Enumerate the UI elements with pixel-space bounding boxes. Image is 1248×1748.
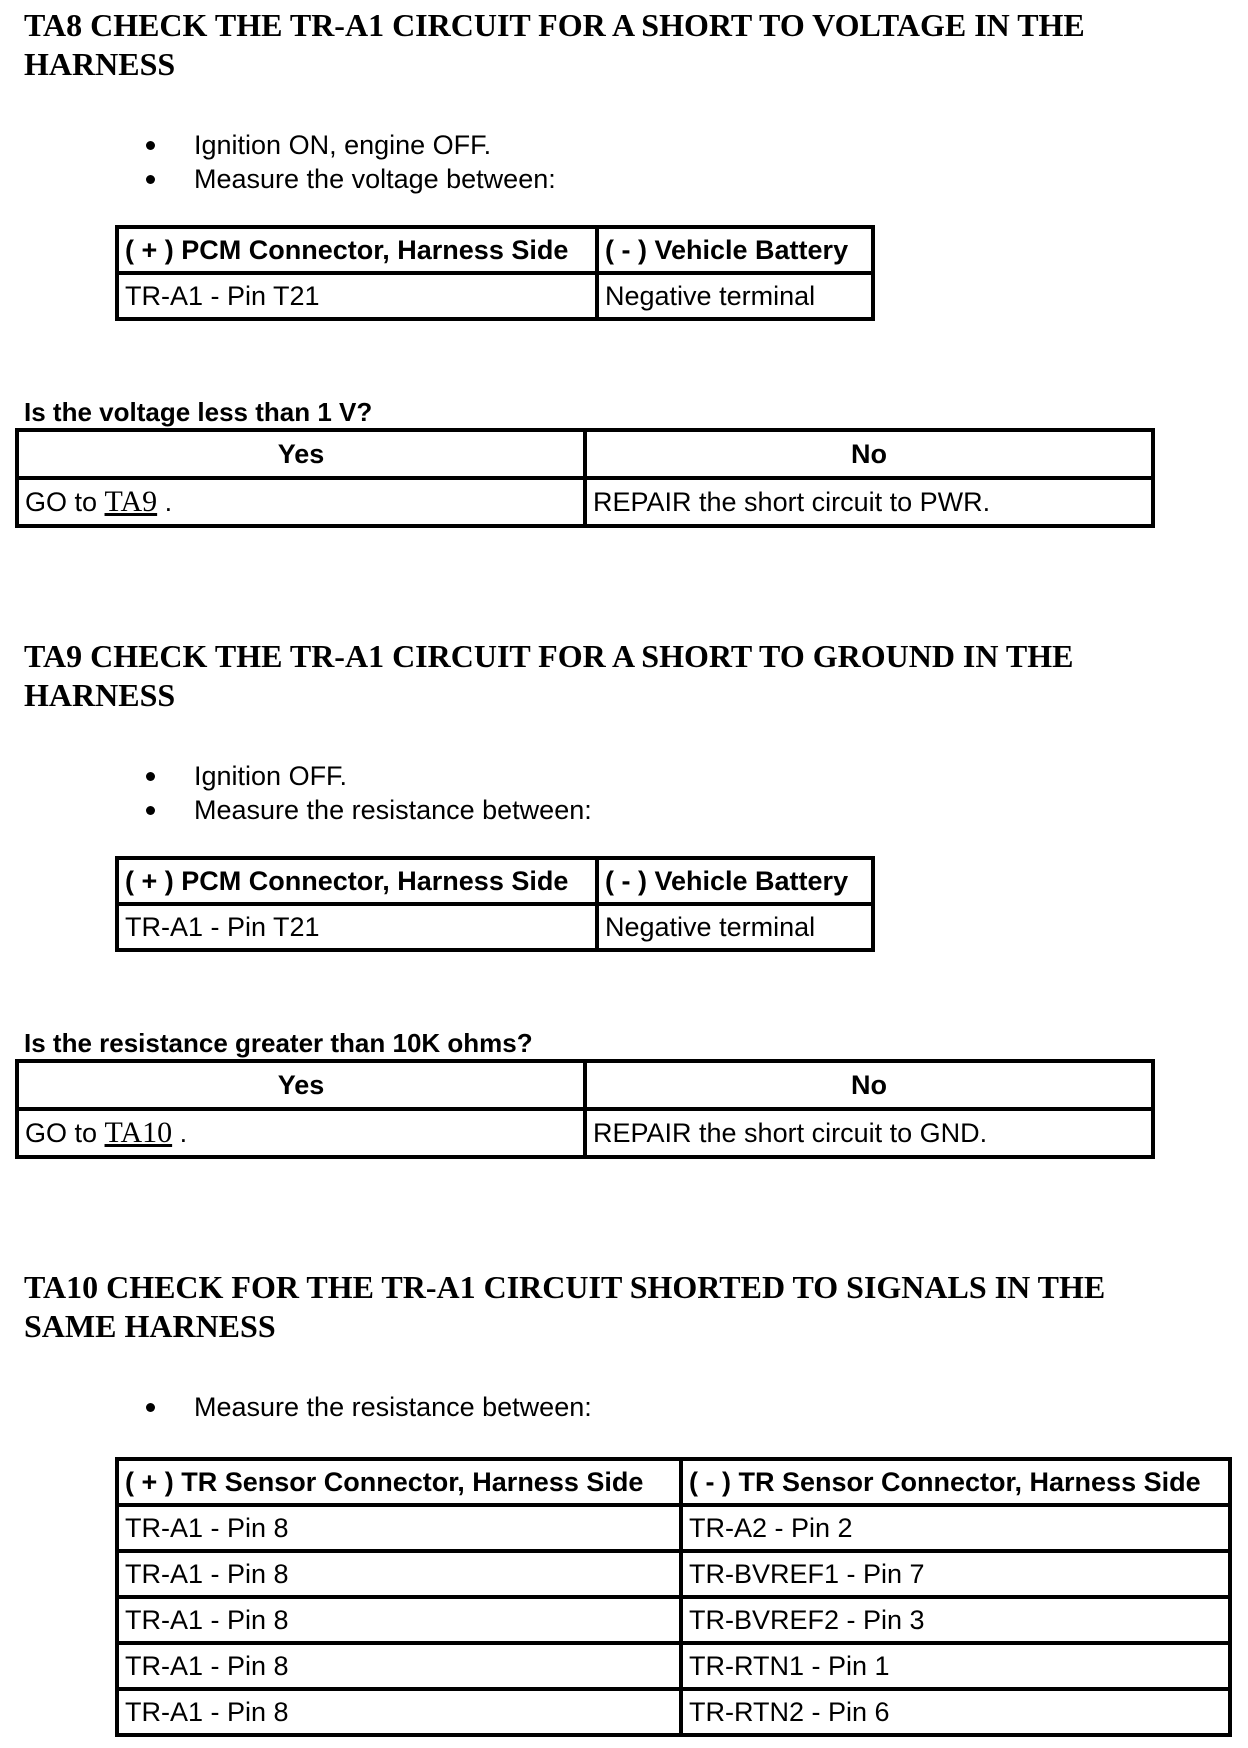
- bullet-icon: [146, 806, 155, 815]
- table-row: [117, 1505, 1230, 1551]
- instruction-item: Measure the voltage between:: [138, 162, 556, 196]
- instruction-list-ta10: [138, 1390, 592, 1424]
- table-cell: TR-BVREF2 - Pin 3: [681, 1597, 1230, 1643]
- table-cell: Negative terminal: [597, 904, 873, 950]
- instruction-list-ta9: [138, 759, 592, 827]
- yes-action-cell: GO to TA9 .: [17, 478, 585, 526]
- yes-header: Yes: [17, 1061, 585, 1109]
- bullet-icon: [146, 141, 155, 150]
- table-row: [117, 273, 873, 319]
- table-row: [117, 1551, 1230, 1597]
- no-header: No: [585, 1061, 1153, 1109]
- instruction-item: Measure the resistance between:: [138, 1390, 592, 1424]
- bullet-icon: [146, 175, 155, 184]
- decision-question-ta8: Is the voltage less than 1 V?: [24, 397, 373, 427]
- table-row: [117, 1689, 1230, 1735]
- bullet-icon: [146, 1403, 155, 1412]
- table-cell: TR-RTN1 - Pin 1: [681, 1643, 1230, 1689]
- table-header-row: [117, 858, 873, 904]
- table-cell: TR-A2 - Pin 2: [681, 1505, 1230, 1551]
- table-row: [17, 478, 1153, 526]
- no-action-cell: REPAIR the short circuit to PWR.: [585, 478, 1153, 526]
- table-cell: TR-A1 - Pin T21: [117, 273, 597, 319]
- instruction-item: Ignition OFF.: [138, 759, 592, 793]
- column-header: ( + ) PCM Connector, Harness Side: [117, 858, 597, 904]
- table-row: [117, 904, 873, 950]
- column-header: ( + ) PCM Connector, Harness Side: [117, 227, 597, 273]
- section-heading-ta9: TA9 CHECK THE TR-A1 CIRCUIT FOR A SHORT TO GROUND IN THE HARNESS: [24, 638, 1074, 713]
- goto-ta10-link[interactable]: TA10: [104, 1116, 173, 1149]
- table-cell: TR-A1 - Pin 8: [117, 1643, 681, 1689]
- measurement-table-ta8: [115, 225, 875, 321]
- table-cell: Negative terminal: [597, 273, 873, 319]
- instruction-item: Ignition ON, engine OFF.: [138, 128, 556, 162]
- table-cell: TR-A1 - Pin 8: [117, 1689, 681, 1735]
- table-cell: TR-BVREF1 - Pin 7: [681, 1551, 1230, 1597]
- instruction-item: Measure the resistance between:: [138, 793, 592, 827]
- decision-table-ta9: [15, 1059, 1155, 1159]
- section-heading-ta8: TA8 CHECK THE TR-A1 CIRCUIT FOR A SHORT TO VOLTAGE IN THE HARNESS: [24, 7, 1085, 82]
- section-heading-ta10: TA10 CHECK FOR THE TR-A1 CIRCUIT SHORTED TO SIGNALS IN THE SAME HARNESS: [24, 1269, 1106, 1344]
- decision-table-ta8: [15, 428, 1155, 528]
- measurement-table-ta10: [115, 1457, 1232, 1737]
- column-header: ( + ) TR Sensor Connector, Harness Side: [117, 1459, 681, 1505]
- table-row: [117, 1643, 1230, 1689]
- table-row: [117, 1597, 1230, 1643]
- table-header-row: [117, 1459, 1230, 1505]
- yes-header: Yes: [17, 430, 585, 478]
- table-cell: TR-A1 - Pin 8: [117, 1597, 681, 1643]
- table-cell: TR-RTN2 - Pin 6: [681, 1689, 1230, 1735]
- instruction-list-ta8: [138, 128, 556, 196]
- column-header: ( - ) Vehicle Battery: [597, 227, 873, 273]
- yes-action-cell: GO to TA10 .: [17, 1109, 585, 1157]
- bullet-icon: [146, 772, 155, 781]
- column-header: ( - ) Vehicle Battery: [597, 858, 873, 904]
- no-action-cell: REPAIR the short circuit to GND.: [585, 1109, 1153, 1157]
- decision-question-ta9: Is the resistance greater than 10K ohms?: [24, 1028, 533, 1058]
- table-header-row: [17, 430, 1153, 478]
- goto-ta9-link[interactable]: TA9: [104, 485, 158, 518]
- measurement-table-ta9: [115, 856, 875, 952]
- table-cell: TR-A1 - Pin 8: [117, 1551, 681, 1597]
- column-header: ( - ) TR Sensor Connector, Harness Side: [681, 1459, 1230, 1505]
- table-header-row: [17, 1061, 1153, 1109]
- table-row: [17, 1109, 1153, 1157]
- table-cell: TR-A1 - Pin T21: [117, 904, 597, 950]
- no-header: No: [585, 430, 1153, 478]
- table-header-row: [117, 227, 873, 273]
- table-cell: TR-A1 - Pin 8: [117, 1505, 681, 1551]
